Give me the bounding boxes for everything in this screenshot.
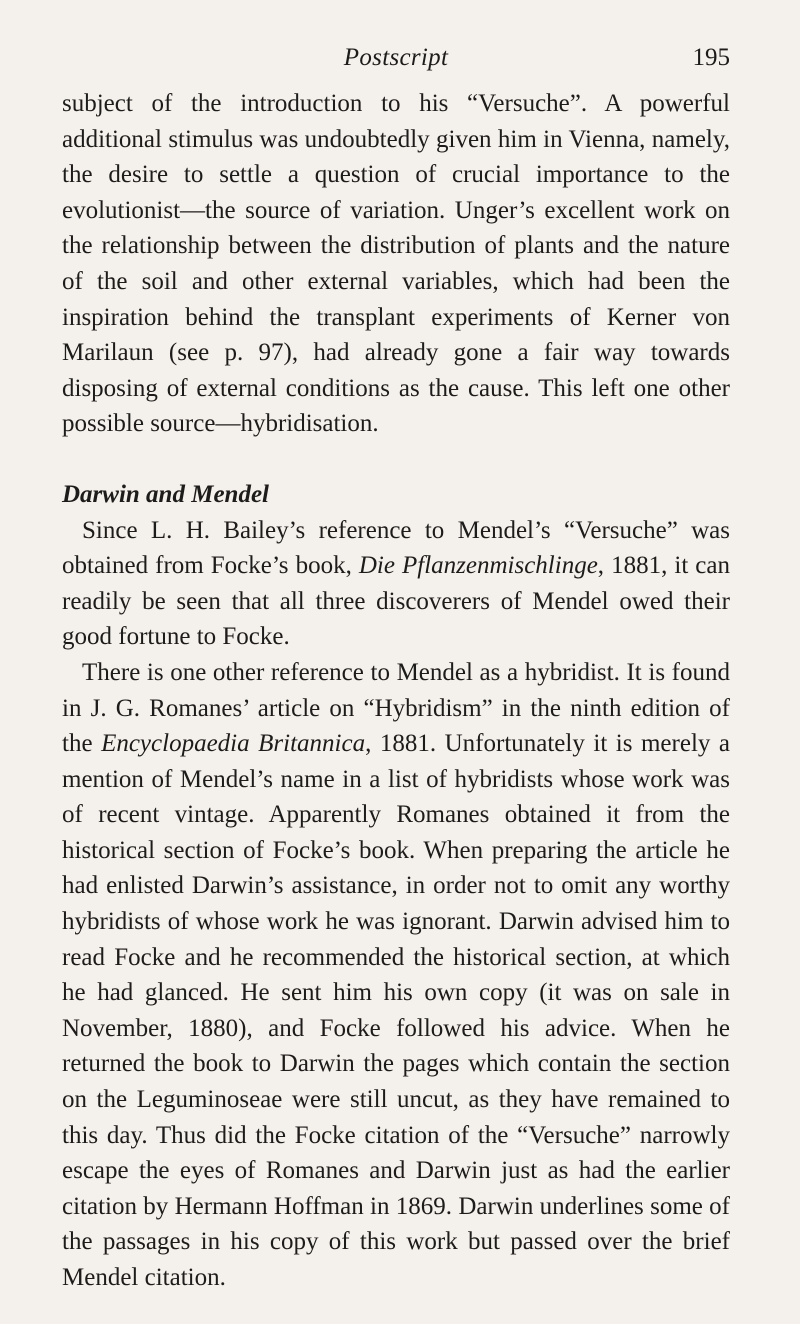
paragraph-text: Since L. H. Bailey’s reference to Mendel’s “Versuche” was obtained from Focke’s book, [62, 516, 730, 580]
paragraph-bailey-focke [62, 513, 730, 655]
paragraph-introduction: subject of the introduction to his “Versuche”. A powerful additional stimulus was undoubtedly given him in Vienna, namely, the desire to settle a question of crucial importance to the evolutionist—the source of variation. Unger’s excellent work on the relationship between the distribution of plants and the nature of the soil and other external variables, which had been the inspiration behind the transplant experiments of Kerner von Marilaun (see p. 97), had already gone a fair way towards disposing of external conditions as the cause. This left one other possible source—hybridisation. [62, 90, 730, 438]
book-title: Encyclopaedia Britannica [101, 730, 366, 758]
paragraph-text: , 1881. Unfortunately it is merely a mention of Mendel’s name in a list of hybridists whose work was of recent vintage. Apparently Romanes obtained it from the historical section of Focke’s book. When preparing the article he had enlisted Darwin’s assistance, in order not to omit any worthy hybridists of whose work he was ignorant. Darwin advised him to read Focke and he recommended the historical section, at which he had glanced. He sent him his own copy (it was on sale in November, 1880), and Focke followed his advice. When he returned the book to Darwin the pages which contain the section on the Leguminoseae were still uncut, as they have remained to this day. Thus did the Focke citation of the “Versuche” narrowly escape the eyes of Romanes and Darwin just as had the earlier citation by Hermann Hoffman in 1869. Darwin underlines some of the passages in his copy of this work but passed over the brief Mendel citation. [62, 730, 731, 1291]
running-head [62, 36, 730, 76]
book-title: Die Pflanzenmischlinge [358, 552, 598, 580]
paragraph-romanes-darwin [62, 655, 730, 1296]
book-page [62, 36, 730, 1296]
paragraph-text: , 1881, it can readily be seen that all three discoverers of Mendel owed their good fortune to Focke. [62, 552, 730, 651]
page-number: 195 [692, 44, 730, 71]
paragraph-text: There is one other reference to Mendel as a hybridist. It is found in J. G. Romanes’ article on “Hybridism” in the ninth edition of the [62, 658, 730, 758]
running-title: Postscript [343, 44, 449, 71]
section-heading: Darwin and Mendel [62, 480, 269, 508]
